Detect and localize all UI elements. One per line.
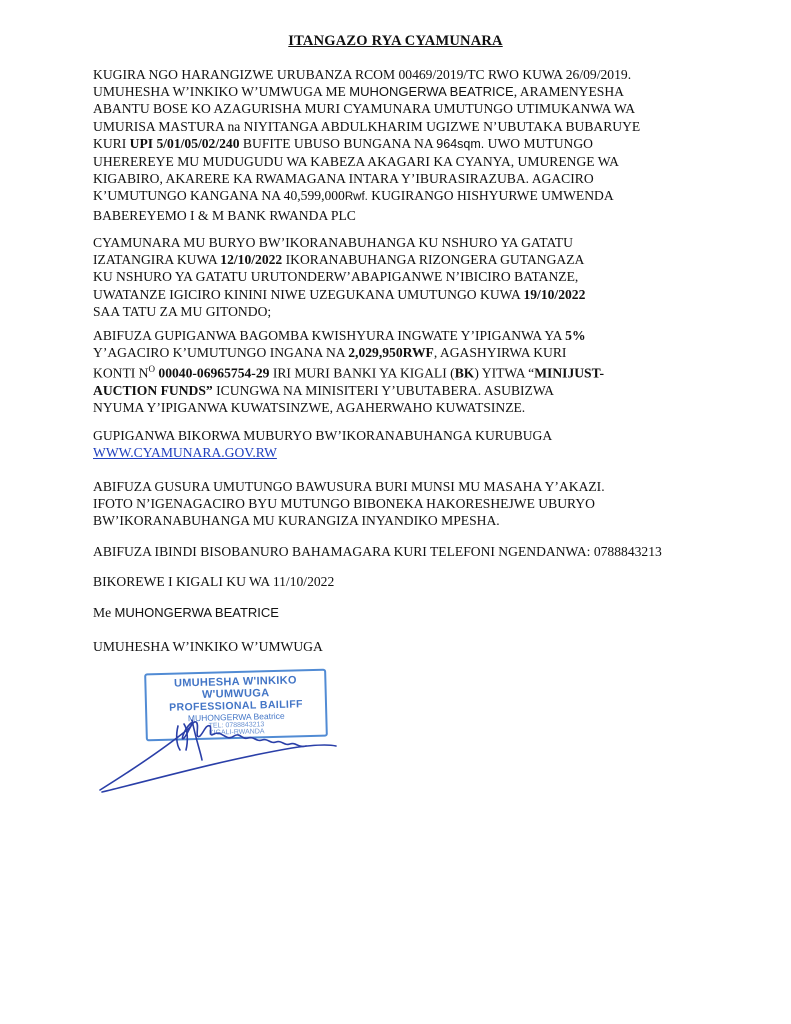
p2-line1: CYAMUNARA MU BURYO BW’IKORANABUHANGA KU NSHURO YA GATATU	[93, 235, 573, 250]
paragraph-visit	[93, 478, 699, 530]
website-link[interactable]: WWW.CYAMUNARA.GOV.RW	[93, 445, 277, 461]
paragraph-contact: ABIFUZA IBINDI BISOBANURO BAHAMAGARA KURI TELEFONI NGENDANWA: 0788843213	[93, 544, 662, 559]
stamp-line1: UMUHESHA W'INKIKO W'UMWUGA	[173, 674, 297, 701]
account-number: 00040-06965754-29	[158, 365, 270, 381]
p2-line2: IZATANGIRA KUWA 12/10/2022 IKORANABUHANGA RIZONGERA GUTANGAZA	[93, 252, 585, 268]
stamp-line3: MUHONGERWA Beatrice	[187, 710, 285, 724]
p1-line1: KUGIRA NGO HARANGIZWE URUBANZA RCOM 00469/2019/TC RWO KUWA 26/09/2019.	[93, 67, 632, 82]
stamp-line4: TEL: 0788843213	[208, 721, 265, 730]
p1-line5: KURI UPI 5/01/05/02/240 BUFITE UBUSO BUNGANA NA 964sqm. UWO MUTUNGO	[93, 135, 593, 151]
p1-line4: UMURISA MASTURA na NIYITANGA ABDULKHARIM UGIZWE N’UBUTAKA BUBARUYE	[93, 118, 641, 134]
land-area: 964sqm.	[436, 136, 485, 151]
paragraph-deposit	[93, 327, 699, 417]
signer-name: MUHONGERWA BEATRICE	[114, 605, 279, 620]
end-date: 19/10/2022	[523, 286, 586, 302]
stamp-line2: PROFESSIONAL BAILIFF	[168, 698, 304, 714]
p3-line3: KONTI $N^O$ 00040-06965754-29 IRI MURI BANKI YA KIGALI (BK) YITWA “MINIJUST-	[93, 364, 604, 381]
p3-line4: AUCTION FUNDS” ICUNGWA NA MINISITERI Y’UBUTABERA. ASUBIZWA	[93, 383, 554, 399]
notice-title: ITANGAZO RYA CYAMUNARA	[288, 33, 503, 49]
p2-line5: SAA TATU ZA MU GITONDO;	[93, 303, 272, 319]
start-date: 12/10/2022	[220, 252, 283, 268]
paragraph-auction-dates	[93, 234, 699, 320]
p3-line1: ABIFUZA GUPIGANWA BAGOMBA KWISHYURA INGWATE Y’IPIGANWA YA 5%	[93, 328, 586, 343]
account-name: AUCTION FUNDS”	[93, 383, 213, 399]
p5-line1: ABIFUZA GUSURA UMUTUNGO BAWUSURA BURI MUNSI MU MASAHA Y’AKAZI.	[93, 479, 605, 494]
p3-line5: NYUMA Y’IPIGANWA KUWATSINZWE, AGAHERWAHO KUWATSINZE.	[93, 400, 526, 416]
p2-line3: KU NSHURO YA GATATU URUTONDERW’ABAPIGANWE N’IBICIRO BATANZE,	[93, 269, 579, 285]
p1-line2: UMUHESHA W’INKIKO W’UMWUGA ME MUHONGERWA BEATRICE, ARAMENYESHA	[93, 84, 624, 100]
signer-title: UMUHESHA W’INKIKO W’UMWUGA	[93, 639, 323, 654]
deposit-percent: 5%	[565, 328, 586, 343]
p1-line7: KIGABIRO, AKARERE KA RWAMAGANA INTARA Y’IBURASIRAZUBA. AGACIRO	[93, 171, 594, 187]
p5-line2: IFOTO N’IGENAGACIRO BYU MUTUNGO BIBONEKA HAKORESHEJWE UBURYO	[93, 496, 595, 512]
paragraph-case	[93, 66, 699, 224]
deposit-amount: 2,029,950RWF	[348, 345, 434, 361]
p1-line6: UHEREREYE MU MUDUGUDU WA KABEZA AKAGARI KA CYANYA, UMURENGE WA	[93, 154, 619, 170]
handwritten-signature	[92, 690, 382, 800]
bailiff-name: MUHONGERWA BEATRICE	[349, 84, 514, 100]
p3-line2: Y’AGACIRO K’UMUTUNGO INGANA NA 2,029,950RWF, AGASHYIRWA KURI	[93, 345, 567, 361]
paragraph-website	[93, 427, 699, 461]
signer-line: Me MUHONGERWA BEATRICE	[93, 605, 279, 620]
p2-line4: UWATANZE IGICIRO KININI NIWE UZEGUKANA UMUTUNGO KUWA 19/10/2022	[93, 286, 586, 302]
issue-date: BIKOREWE I KIGALI KU WA 11/10/2022	[93, 574, 335, 589]
p1-line8: K’UMUTUNGO KANGANA NA 40,599,000Rwf. KUGIRANGO HISHYURWE UMWENDA	[93, 188, 614, 204]
p1-line3: ABANTU BOSE KO AZAGURISHA MURI CYAMUNARA UMUTUNGO UTIMUKANWA WA	[93, 101, 636, 117]
p1-line9: BABEREYEMO I & M BANK RWANDA PLC	[93, 207, 356, 223]
p4-line1: GUPIGANWA BIKORWA MUBURYO BW’IKORANABUHANGA KURUBUGA	[93, 428, 553, 443]
upi-number: UPI 5/01/05/02/240	[129, 135, 240, 151]
stamp-line5: KIGALI-RWANDA	[208, 728, 265, 737]
p5-line3: BW’IKORANABUHANGA MU KURANGIZA INYANDIKO MPESHA.	[93, 513, 500, 529]
